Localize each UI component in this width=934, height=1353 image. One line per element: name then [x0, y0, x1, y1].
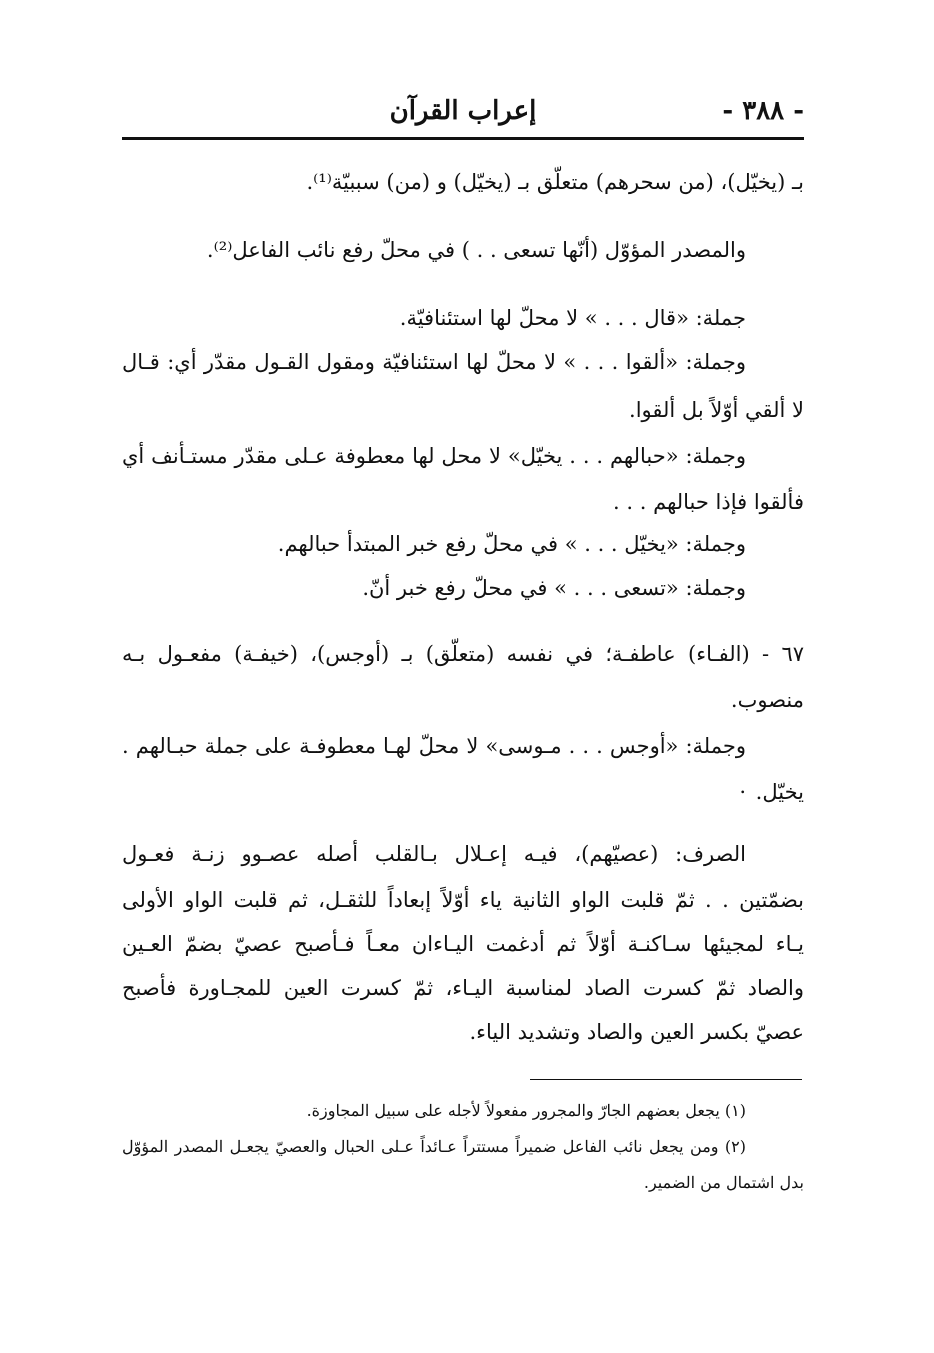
text-line: يخيّل.	[755, 780, 804, 804]
text-line: وجملة: «حبالهم . . . يخيّل» لا محل لها معطوفة عـلى مقدّر مستـأنف أي	[122, 444, 746, 468]
text-line: والمصدر المؤوّل (أنّها تسعى . . ) في محلّ رفع نائب الفاعل⁽²⁾.	[206, 238, 746, 262]
text-line: وجملة: «ألقوا . . . » لا محلّ لها استئنافيّة ومقول القـول مقدّر أي: قـال	[122, 350, 746, 374]
text-line: وجملة: «تسعى . . . » في محلّ رفع خبر أنّ.	[362, 576, 746, 600]
text-line: والصاد ثمّ كسرت الصاد لمناسبة اليـاء، ثمّ كسرت العين للمجـاورة فأصبح	[122, 976, 804, 1000]
text-line: الصرف: (عصيّهم)، فيـه إعـلال بـالقلب أصله عصـوو زنـة فعـول	[122, 842, 746, 866]
text-line: منصوب.	[730, 688, 804, 712]
footnote-line: (٢) ومن يجعل نائب الفاعل ضميراً مستتراً عـائداً عـلى الحبال والعصيّ يجعـل المصدر المؤوّل	[122, 1137, 746, 1156]
text-line: بضمّتين . . ثمّ قلبت الواو الثانية ياء أوّلاً إبعاداً للثقـل، ثم قلبت الواو الأولى	[122, 888, 804, 912]
page-number: - ٣٨٨ -	[722, 96, 804, 126]
text-line: بـ (يخيّل)، (من سحرهم) متعلّق بـ (يخيّل) و (من) سببيّة⁽¹⁾.	[306, 170, 804, 194]
text-line: جملة: «قال . . . » لا محلّ لها استئنافيّة.	[399, 306, 746, 330]
text-line: لا ألقي أوّلاً بل ألقوا.	[629, 398, 804, 422]
text-line: عصيّ بكسر العين والصاد وتشديد الياء.	[469, 1020, 804, 1044]
footnote-line: بدل اشتمال من الضمير.	[643, 1173, 804, 1192]
text-line: فألقوا فإذا حبالهم . . .	[613, 490, 804, 514]
text-line: وجملة: «يخيّل . . . » في محلّ رفع خبر المبتدأ حبالهم.	[277, 532, 746, 556]
footnote-line: (١) يجعل بعضهم الجارّ والمجرور مفعولاً لأجله على سبيل المجاوزة.	[306, 1101, 746, 1120]
footnotes	[122, 0, 804, 1200]
running-title: إعراب القرآن	[389, 96, 537, 126]
text-line: وجملة: «أوجس . . . مـوسى» لا محلّ لهـا معطوفـة على جملة حبـالهم . .	[122, 734, 746, 798]
text-line: ٦٧ - (الفـاء) عاطفـة؛ في نفسه (متعلّق) بـ (أوجس)، (خيفـة) مفعـول بـه	[122, 642, 804, 666]
text-line: يـاء لمجيئها سـاكنـة أوّلاً ثم أدغمت اليـاءان معـاً فـأصبح عصيّ بضمّ العـين	[122, 932, 804, 956]
